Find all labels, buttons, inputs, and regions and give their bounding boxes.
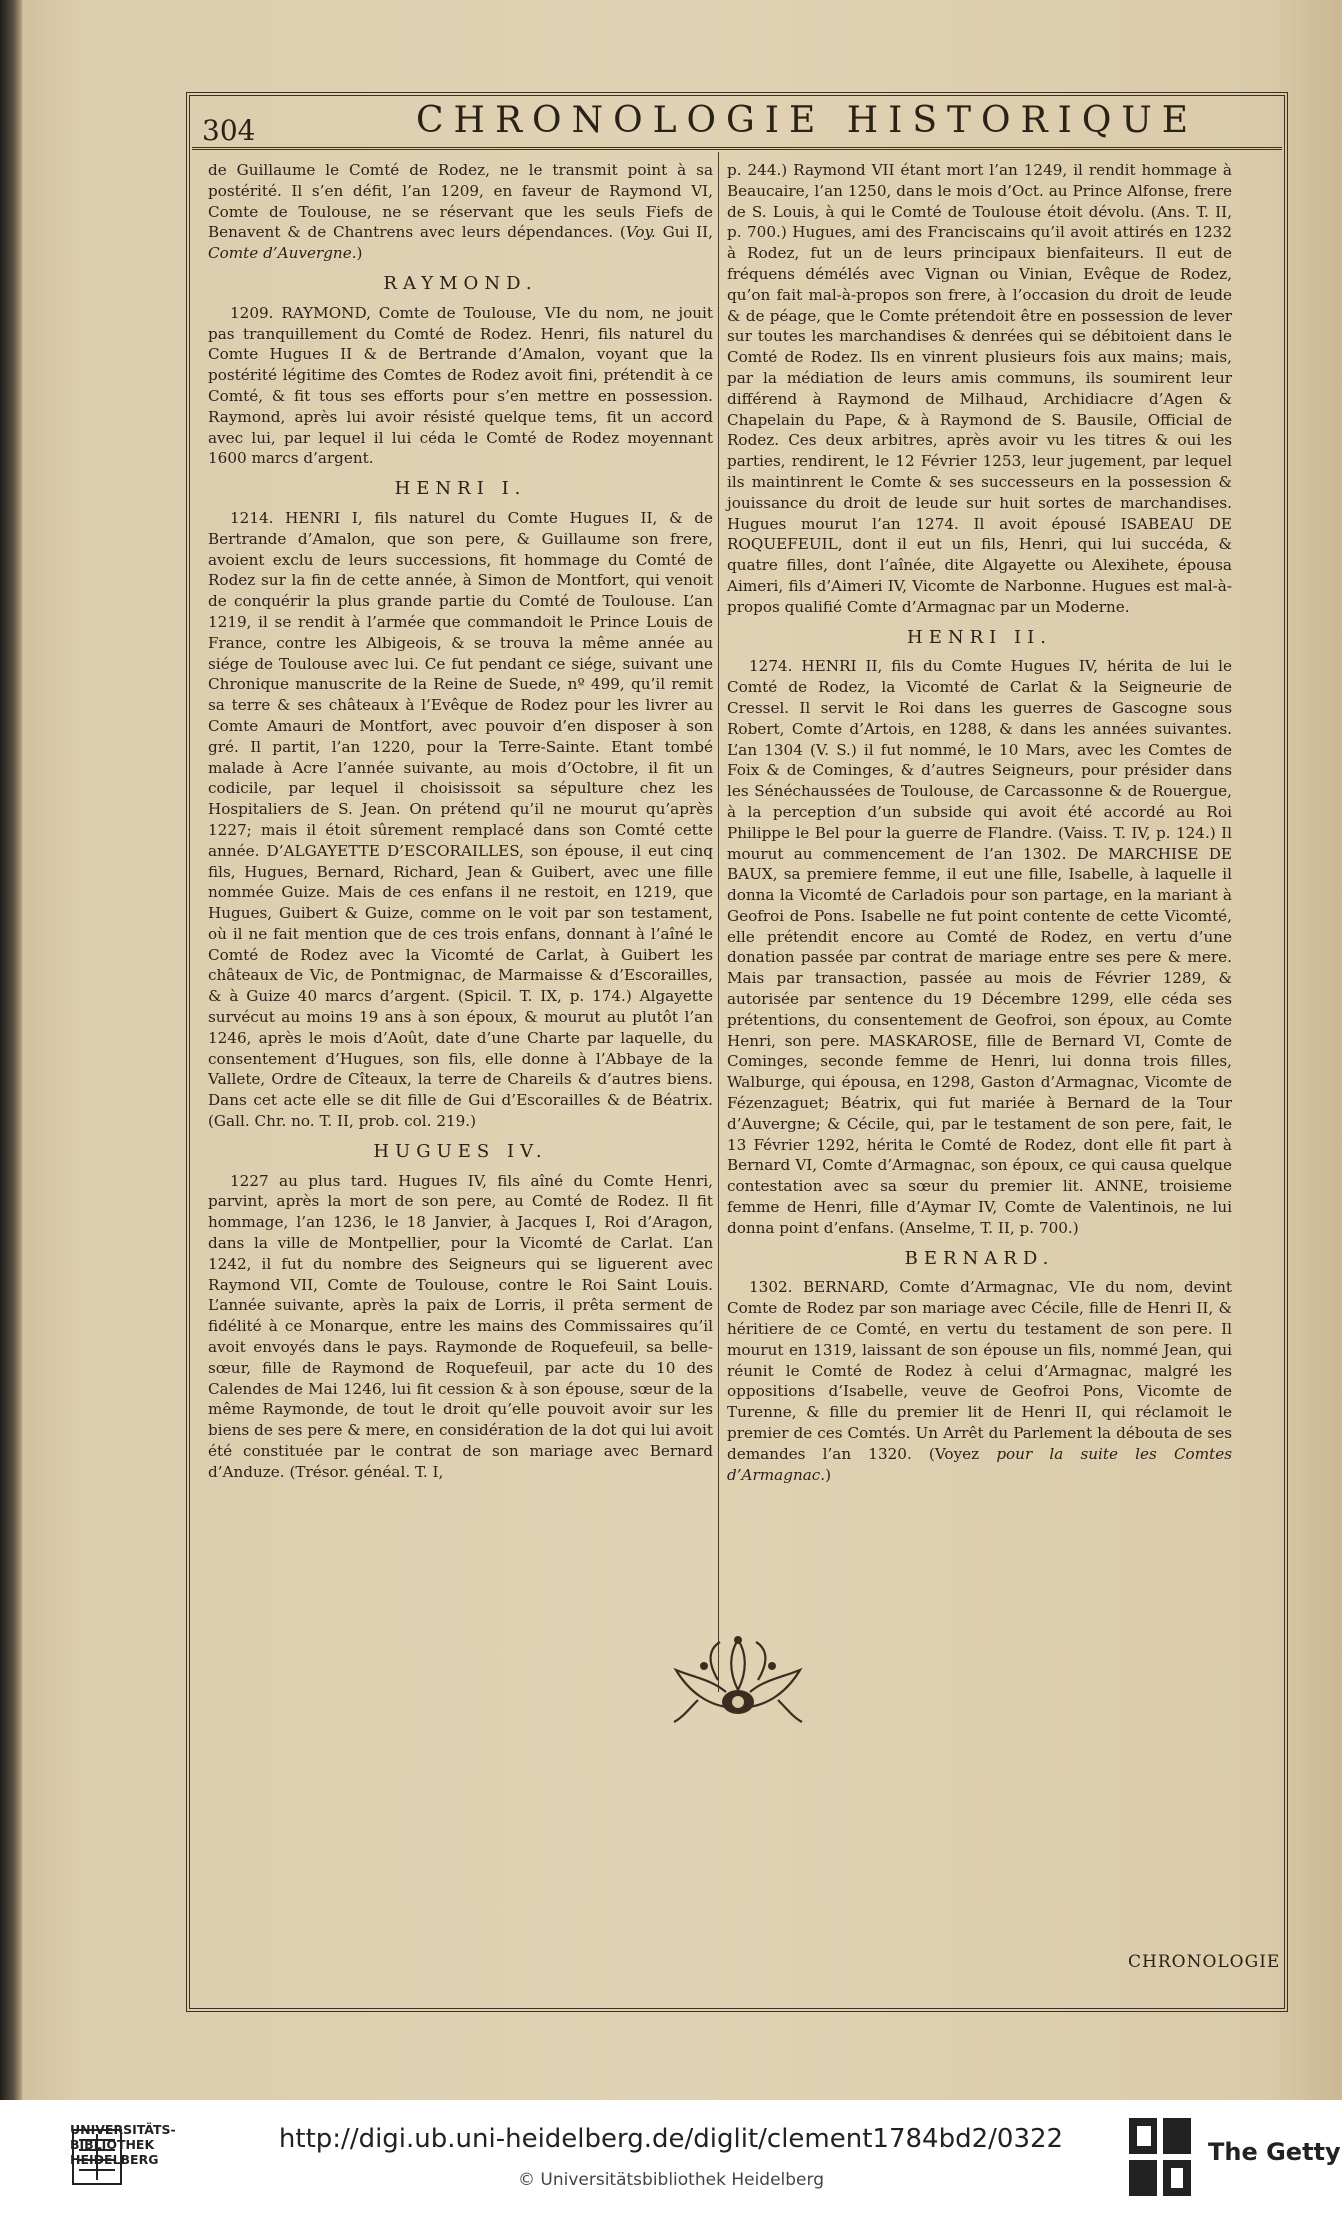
running-header xyxy=(192,96,1282,150)
heading-hugues-4: HUGUES IV. xyxy=(373,1140,548,1162)
continuation-paragraph: p. 244.) Raymond VII étant mort l’an 1249, il rendit hommage à Beaucaire, l’an 1250, dans le mois d’Oct. au Prince Alfonse, frere de S. Louis, à qui le Comté de Toulouse étoit dévolu. (Ans. T. II, p. 700.) Hugues, ami des Franciscains qu’il avoit attirés en 1232 à Rodez, fut un de leurs principaux bienfaiteurs. Il eut de fréquens démélés avec Vignan ou Vinian, Evêque de Rodez, qu’on fait mal-à-propos son frere, à l’occasion du droit de leude & de péage, que le Comte prétendoit être en possession de lever sur toutes les marchandises & denrées qui se débitoient dans le Comté de Rodez. Ils en vinrent plusieurs fois aux mains; mais, par la médiation de leurs amis communs, ils soumirent leur différend à Raymond de Milhaud, Archidiacre d’Agen & Chapelain du Pape, & à Raymond de S. Bausile, Official de Rodez. Ces deux arbitres, après avoir vu les titres & oui les parties, rendirent, le 12 Février 1253, leur jugement, par lequel ils maintinrent le Comte & ses successeurs en la possession & jouissance du droit de leude sur huit sortes de marchandises. Hugues mourut l’an 1274. Il avoit épousé ISABEAU DE ROQUEFEUIL, dont il eut un fils, Henri, qui lui succéda, & quatre filles, dont l’aînée, dite Algayette ou Alexihete, épousa Aimeri, fils d’Aimeri IV, Vicomte de Narbonne. Hugues est mal-à-propos qualifié Comte d’Armagnac par un Moderne. xyxy=(727,161,1232,616)
heading-raymond: RAYMOND. xyxy=(383,272,538,294)
book-spine-shadow xyxy=(0,0,22,2100)
heading-bernard: BERNARD. xyxy=(904,1247,1055,1269)
partner-name: The Getty xyxy=(1208,2138,1341,2166)
hugues-4-paragraph: 1227 au plus tard. Hugues IV, fils aîné du Comte Henri, parvint, après la mort de son pere, au Comté de Rodez. Il fit hommage, l’an 1236, le 18 Janvier, à Jacques I, Roi d’Aragon, dans la ville de Montpellier, pour la Vicomté de Carlat. L’an 1242, il fut du nombre des Seigneurs qui se liguerent avec Raymond VII, Comte de Toulouse, contre le Roi Saint Louis. L’année suivante, après la paix de Lorris, il prêta serment de fidélité à ce Monarque, entre les mains des Commissaires qu’il avoit envoyés dans le pays. Raymonde de Roquefeuil, sa belle-sœur, fille de Raymond de Roquefeuil, par acte du 10 des Calendes de Mai 1246, lui fit cession & à son épouse, sœur de la même Raymonde, de tout le droit qu’elle pouvoit avoir sur les biens de ses pere & mere, en considération de la dot qui lui avoit été constituée par le contrat de son mariage avec Bernard d’Anduze. (Trésor. généal. T. I, xyxy=(208,1171,713,1481)
bernard-paragraph: 1302. BERNARD, Comte d’Armagnac, VIe du nom, devint Comte de Rodez par son mariage avec Cécile, fille de Henri II, & héritiere de ce Comté, en vertu du testament de son pere. Il mourut en 1319, laissant de son épouse un fils, nommé Jean, qui réunit le Comté de Rodez à celui d’Armagnac, malgré les oppositions d’Isabelle, veuve de Geofroi Pons, Vicomte de Turenne, & fille du premier lit de Henri II, qui réclamoit le premier de ces Comtés. Un Arrêt du Parlement la débouta de ses demandes l’an 1320. (Voyez pour la suite les Comtes d’Armagnac.) xyxy=(727,1278,1232,1484)
page-number: 304 xyxy=(202,114,256,147)
getty-logo-icon xyxy=(1125,2114,1195,2199)
henri-1-paragraph: 1214. HENRI I, fils naturel du Comte Hugues II, & de Bertrande d’Amalon, que son pere, & Guillaume son frere, avoient exclu de leurs successions, fit hommage du Comté de Rodez sur la fin de cette année, à Simon de Montfort, qui venoit de conquérir la plus grande partie du Comté de Toulouse. L’an 1219, il se rendit à l’armée que commandoit le Prince Louis de France, contre les Albigeois, & se trouva la même année au siége de Toulouse avec lui. Ce fut pendant ce siége, suivant une Chronique manuscrite de la Reine de Suede, nº 499, qu’il remit sa terre & ses châteaux à l’Evêque de Rodez pour les livrer au Comte Amauri de Montfort, avec pouvoir d’en disposer à son gré. Il partit, l’an 1220, pour la Terre-Sainte. Etant tombé malade à Acre l’année suivante, au mois d’Octobre, il fit un codicile, par lequel il choisissoit sa sépulture chez les Hospitaliers de S. Jean. On prétend qu’il ne mourut qu’après 1227; mais il étoit sûrement remplacé dans son Comté cette année. D’ALGAYETTE D’ESCORAILLES, son épouse, il eut cinq fils, Hugues, Bernard, Richard, Jean & Guibert, avec une fille nommée Guize. Mais de ces enfans il ne restoit, en 1219, que Hugues, Guibert & Guize, comme on le voit par son testament, où il ne fait mention que de ces trois enfans, donnant à l’aîné le Comté de Rodez avec la Vicomté de Carlat, à Guibert les châteaux de Vic, de Pontmignac, de Marmaisse & d’Escorailles, & à Guize 40 marcs d’argent. (Spicil. T. IX, p. 174.) Algayette survécut au moins 19 ans à son époux, & mourut au plutôt l’an 1246, après le mois d’Août, date d’une Charte par laquelle, du consentement d’Hugues, son fils, elle donne à l’Abbaye de la Vallete, Ordre de Cîteaux, la terre de Chareils & d’autres biens. Dans cet acte elle se dit fille de Gui d’Escorailles & de Béatrix. (Gall. Chr. no. T. II, prob. col. 219.) xyxy=(208,508,713,1131)
heading-henri-1: HENRI I. xyxy=(394,478,527,500)
viewer-footer xyxy=(0,2100,1342,2213)
column-divider xyxy=(718,152,719,1692)
catchword: CHRONOLOGIE xyxy=(1128,1952,1281,1972)
intro-paragraph: de Guillaume le Comté de Rodez, ne le transmit point à sa postérité. Il s’en défit, l’an 1209, en faveur de Raymond VI, Comte de Toulouse, ne se réservant que les seuls Fiefs de Benavent & de Chantrens avec leurs dépendances. (Voy. Gui II, Comte d’Auvergne.) xyxy=(208,161,713,263)
permalink-url[interactable]: http://digi.ub.uni-heidelberg.de/diglit/clement1784bd2/0322 xyxy=(278,2124,1064,2154)
raymond-paragraph: 1209. RAYMOND, Comte de Toulouse, VIe du nom, ne jouit pas tranquillement du Comté de Rodez. Henri, fils naturel du Comte Hugues II & de Bertrande d’Amalon, voyant que la postérité légitime des Comtes de Rodez avoit fini, prétendit à ce Comté, & fit tous ses efforts pour s’en mettre en possession. Raymond, après lui avoir résisté quelque tems, fit un accord avec lui, par lequel il lui céda le Comté de Rodez moyennant 1600 marcs d’argent. xyxy=(208,303,713,468)
right-column xyxy=(727,160,1232,1485)
copyright-notice: © Universitätsbibliothek Heidelberg xyxy=(517,2170,824,2190)
henri-2-paragraph: 1274. HENRI II, fils du Comte Hugues IV, hérita de lui le Comté de Rodez, la Vicomté de Carlat & la Seigneurie de Cressel. Il servit le Roi dans les guerres de Gascogne sous Robert, Comte d’Artois, en 1288, & dans les années suivantes. L’an 1304 (V. S.) il fut nommé, le 10 Mars, avec les Comtes de Foix & de Cominges, & d’autres Seigneurs, pour présider dans les Sénéchaussées de Toulouse, de Carcassonne & de Rouergue, à la perception d’un subside qui avoit été accordé au Roi Philippe le Bel pour la guerre de Flandre. (Vaiss. T. IV, p. 124.) Il mourut au commencement de l’an 1302. De MARCHISE DE BAUX, sa premiere femme, il eut une fille, Isabelle, à laquelle il donna la Vicomté de Carladois pour son partage, en la mariant à Geofroi de Pons. Isabelle ne fut point contente de cette Vicomté, elle prétendit encore au Comté de Rodez, en vertu d’une donation passée par contrat de mariage entre ses pere & mere. Mais par transaction, passée au mois de Février 1289, & autorisée par sentence du 19 Décembre 1299, elle céda ses prétentions, du consentement de Geofroi, son époux, au Comte Henri, son pere. MASKAROSE, fille de Bernard VI, Comte de Cominges, seconde femme de Henri, lui donna trois filles, Walburge, qui épousa, en 1298, Gaston d’Armagnac, Vicomte de Fézenzaguet; Béatrix, qui fut mariée à Bernard de la Tour d’Auvergne; & Cécile, qui, par le testament de son pere, fait, le 13 Février 1292, hérita le Comté de Rodez, dont elle fit part à Bernard VI, Comte d’Armagnac, son époux, ce qui causa quelque contestation avec sa sœur du premier lit. ANNE, troisieme femme de Henri, fille d’Aymar IV, Comte de Valentinois, ne lui donna point d’enfans. (Anselme, T. II, p. 700.) xyxy=(727,657,1232,1237)
institution-name: UNIVERSITÄTS- BIBLIOTHEK HEIDELBERG xyxy=(70,2122,176,2167)
heading-henri-2: HENRI II. xyxy=(907,626,1052,648)
left-column xyxy=(208,160,713,1483)
page-title: CHRONOLOGIE HISTORIQUE xyxy=(416,100,1198,141)
floral-ornament-icon xyxy=(668,1630,808,1730)
